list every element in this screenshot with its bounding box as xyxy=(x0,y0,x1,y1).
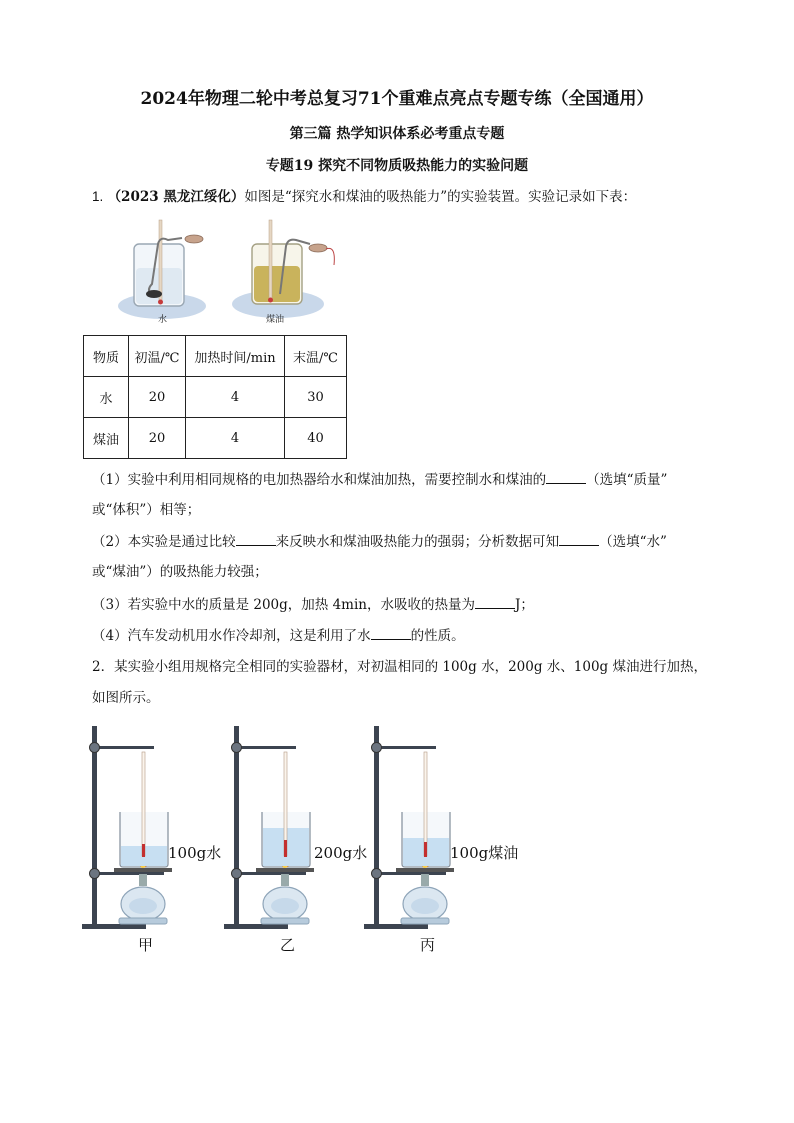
water-label: 水 xyxy=(158,315,168,325)
question-2-stem: 2．某实验小组用规格完全相同的实验器材，对初温相同的 100g 水，200g 水、100g 煤油进行加热， xyxy=(92,659,707,675)
question-1-number: 1. xyxy=(92,189,104,204)
part-1-text: （选填“质量” xyxy=(586,472,668,488)
setup-liquid-label: 100g煤油 xyxy=(450,844,519,862)
heating-apparatus-figure xyxy=(82,718,532,958)
kerosene-label: 煤油 xyxy=(266,315,285,325)
question-2-stem-cont: 如图所示。 xyxy=(92,690,160,706)
table-cell: 4 xyxy=(186,418,285,459)
topic-heading: 专题19 探究不同物质吸热能力的实验问题 xyxy=(265,158,529,174)
part-3-text: （3）若实验中水的质量是 200g，加热 4min，水吸收的热量为 xyxy=(92,597,475,613)
table-header-cell: 末温/℃ xyxy=(285,336,347,377)
table-cell: 煤油 xyxy=(84,418,129,459)
part-4-text: 的性质。 xyxy=(410,628,465,644)
part-2-text: （2）本实验是通过比较 xyxy=(92,534,236,550)
table-cell: 4 xyxy=(186,377,285,418)
table-header-cell: 加热时间/min xyxy=(186,336,285,377)
part-4 xyxy=(92,625,465,646)
kerosene-beaker xyxy=(232,220,334,318)
part-1 xyxy=(92,469,667,490)
table-cell: 20 xyxy=(129,418,186,459)
experiment-data-table xyxy=(83,335,347,459)
part-4-text: （4）汽车发动机用水作冷却剂，这是利用了水 xyxy=(92,628,371,644)
answer-blank[interactable] xyxy=(559,531,599,546)
question-1-stem xyxy=(92,187,636,207)
table-header-cell: 物质 xyxy=(84,336,129,377)
part-3-text: J； xyxy=(514,597,534,613)
table-cell: 30 xyxy=(285,377,347,418)
part-2 xyxy=(92,531,667,552)
part-2-text: 来反映水和煤油吸热能力的强弱；分析数据可知 xyxy=(275,534,560,550)
water-beaker xyxy=(118,220,206,319)
setup-liquid-label: 200g水 xyxy=(314,844,368,862)
setup-yi xyxy=(224,726,314,929)
setup-bing xyxy=(364,726,454,929)
table-header-cell: 初温/℃ xyxy=(129,336,186,377)
table-cell: 20 xyxy=(129,377,186,418)
table-cell: 水 xyxy=(84,377,129,418)
answer-blank[interactable] xyxy=(546,469,586,484)
part-1-text: （1）实验中利用相同规格的电加热器给水和煤油加热，需要控制水和煤油的 xyxy=(92,472,547,488)
answer-blank[interactable] xyxy=(371,625,411,640)
table-cell: 40 xyxy=(285,418,347,459)
answer-blank[interactable] xyxy=(236,531,276,546)
table-row xyxy=(84,418,347,459)
question-1-text: 如图是“探究水和煤油的吸热能力”的实验装置。实验记录如下表： xyxy=(244,189,637,205)
answer-blank[interactable] xyxy=(475,594,515,609)
table-header-row xyxy=(84,336,347,377)
section-heading: 第三篇 热学知识体系必考重点专题 xyxy=(289,126,505,142)
setup-caption: 甲 xyxy=(138,936,154,954)
part-1-cont: 或“体积”）相等； xyxy=(92,502,201,518)
part-2-text: （选填“水” xyxy=(599,534,667,550)
setup-caption: 丙 xyxy=(420,936,436,954)
setup-liquid-label: 100g水 xyxy=(168,844,222,862)
setup-caption: 乙 xyxy=(280,936,296,954)
part-3 xyxy=(92,594,534,615)
setup-jia xyxy=(82,726,172,929)
table-row xyxy=(84,377,347,418)
question-1-source: （2023 黑龙江绥化） xyxy=(107,189,245,205)
page-title: 2024年物理二轮中考总复习71个重难点亮点专题专练（全国通用） xyxy=(140,89,654,109)
beaker-figure xyxy=(112,218,352,328)
part-2-cont: 或“煤油”）的吸热能力较强； xyxy=(92,564,268,580)
